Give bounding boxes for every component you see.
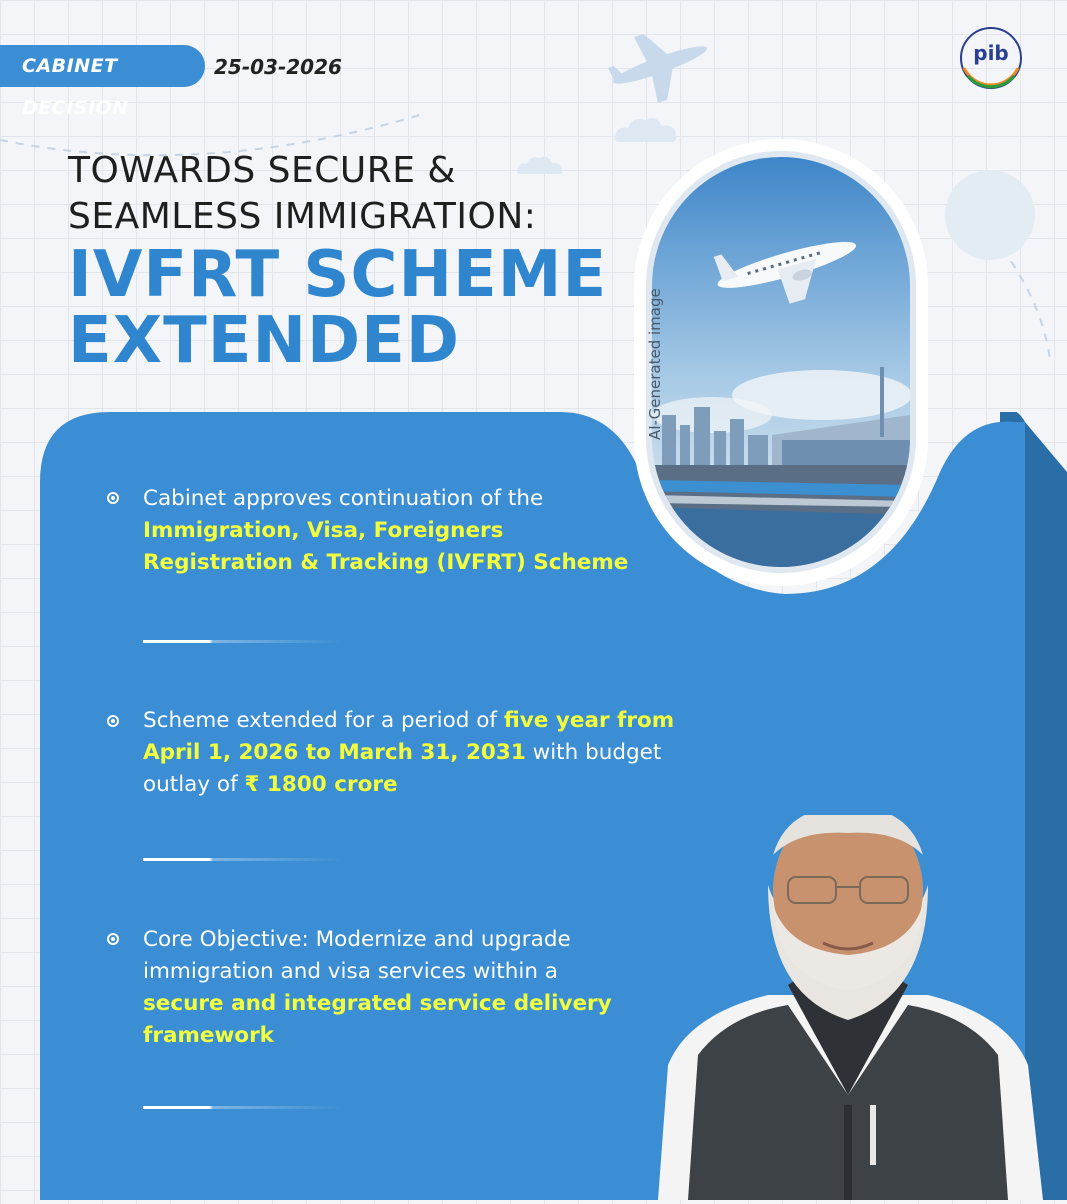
- point-2-highlight-budget: ₹ 1800 crore: [244, 772, 398, 797]
- decision-date: 25-03-2026: [214, 55, 342, 79]
- point-3-highlight: secure and integrated service delivery framework: [143, 991, 612, 1048]
- separator: [143, 858, 343, 861]
- cabinet-decision-tag: CABINET DECISION: [0, 45, 205, 87]
- point-1-highlight: Immigration, Visa, Foreigners Registration & Tracking (IVFRT) Scheme: [143, 518, 629, 575]
- point-2-text: [143, 705, 713, 801]
- decorative-circle: [945, 170, 1035, 260]
- point-1-text: [143, 483, 723, 579]
- point-3-lead: Core Objective: Modernize and upgrade immigration and visa services within a: [143, 927, 571, 984]
- subtitle-line-1: TOWARDS SECURE &: [68, 150, 456, 191]
- bullet-icon: [107, 933, 119, 945]
- point-1-lead: Cabinet approves continuation of the: [143, 486, 544, 511]
- bullet-icon: [107, 715, 119, 727]
- separator: [143, 640, 343, 643]
- subtitle-line-2: SEAMLESS IMMIGRATION:: [68, 196, 537, 237]
- main-title-line-2: EXTENDED: [68, 304, 460, 378]
- point-2-middle: with budget outlay of: [143, 740, 662, 797]
- portrait-photo: [648, 815, 1048, 1200]
- separator: [143, 1106, 343, 1109]
- point-3-text: [143, 924, 623, 1052]
- ai-generated-label: AI-Generated image: [646, 288, 664, 440]
- bullet-icon: [107, 492, 119, 504]
- point-2-highlight: five year from April 1, 2026 to March 31, 2031: [143, 708, 675, 765]
- main-title-line-1: IVFRT SCHEME: [68, 238, 608, 312]
- pib-logo: [956, 20, 1026, 100]
- point-2-lead: Scheme extended for a period of: [143, 708, 497, 733]
- pib-logo-text: pib: [973, 41, 1009, 65]
